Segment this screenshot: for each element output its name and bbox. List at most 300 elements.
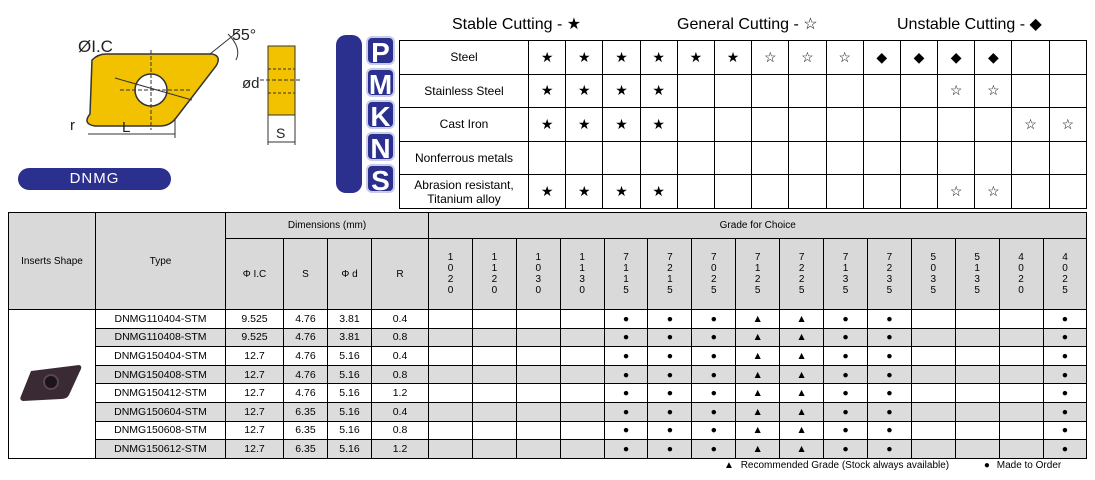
cutting-mark xyxy=(603,141,640,175)
grade-mark xyxy=(560,384,604,403)
grade-digit: 1 xyxy=(667,274,673,285)
grade-mark: ● xyxy=(648,310,692,329)
grade-mark xyxy=(560,347,604,366)
cutting-mark xyxy=(714,108,751,142)
grade-mark: ● xyxy=(692,384,736,403)
cell-r: 0.4 xyxy=(372,310,429,329)
grade-mark xyxy=(472,310,516,329)
grade-mark xyxy=(999,328,1043,347)
cutting-mark: ★ xyxy=(603,74,640,108)
grade-mark: ● xyxy=(648,402,692,421)
grade-digit: 5 xyxy=(886,285,893,296)
grade-digit: 3 xyxy=(930,274,937,285)
grade-digit: 1 xyxy=(579,252,585,263)
cutting-mark xyxy=(863,175,900,209)
cell-d: 5.16 xyxy=(328,347,372,366)
cell-d: 5.16 xyxy=(328,402,372,421)
grade-mark: ● xyxy=(692,310,736,329)
grade-mark xyxy=(472,402,516,421)
cutting-mark: ◆ xyxy=(975,41,1012,75)
grade-mark: ● xyxy=(648,347,692,366)
grade-digit: 1 xyxy=(579,263,585,274)
cell-r: 0.4 xyxy=(372,347,429,366)
legend-made-to-order: Made to Order xyxy=(996,460,1062,471)
cell-d: 5.16 xyxy=(328,384,372,403)
grade-mark xyxy=(955,421,999,440)
grade-mark xyxy=(516,365,560,384)
cutting-mark: ☆ xyxy=(938,74,975,108)
cell-d: 5.16 xyxy=(328,421,372,440)
grade-mark: ● xyxy=(648,365,692,384)
grade-mark xyxy=(999,310,1043,329)
grade-digit: 2 xyxy=(886,263,893,274)
cutting-mark: ★ xyxy=(640,175,677,209)
iso-letter-k: K xyxy=(366,100,395,129)
grade-mark: ● xyxy=(648,384,692,403)
grade-mark xyxy=(911,310,955,329)
cutting-mark xyxy=(640,141,677,175)
grade-mark xyxy=(429,310,473,329)
cell-s: 4.76 xyxy=(284,347,328,366)
grade-mark: ● xyxy=(604,440,648,459)
grade-digit: 1 xyxy=(974,263,980,274)
grade-digit: 5 xyxy=(798,285,805,296)
cutting-mark xyxy=(900,141,937,175)
grade-digit: 1 xyxy=(491,252,498,263)
material-name: Cast Iron xyxy=(400,108,529,142)
grade-mark xyxy=(955,347,999,366)
cutting-mark xyxy=(1012,74,1049,108)
grade-digit: 5 xyxy=(623,285,629,296)
cell-ic: 12.7 xyxy=(226,384,284,403)
grade-mark xyxy=(999,421,1043,440)
grade-mark: ● xyxy=(867,421,911,440)
grade-header xyxy=(824,239,868,310)
d-label: ød xyxy=(242,75,260,92)
cell-s: 4.76 xyxy=(284,384,328,403)
grade-mark: ● xyxy=(1043,310,1087,329)
grade-digit: 7 xyxy=(754,252,761,263)
grade-mark xyxy=(560,365,604,384)
grade-mark: ● xyxy=(1043,384,1087,403)
grade-mark: ▲ xyxy=(780,328,824,347)
grade-mark xyxy=(429,440,473,459)
cutting-mark xyxy=(1012,141,1049,175)
material-name: Nonferrous metals xyxy=(400,141,529,175)
grade-mark xyxy=(911,421,955,440)
cutting-mark: ☆ xyxy=(1049,108,1086,142)
grade-mark xyxy=(911,384,955,403)
cell-type: DNMG150608-STM xyxy=(96,421,226,440)
material-row xyxy=(400,108,1087,142)
cell-ic: 9.525 xyxy=(226,328,284,347)
grade-mark: ● xyxy=(604,365,648,384)
cell-s: 4.76 xyxy=(284,365,328,384)
cutting-mark xyxy=(677,74,714,108)
grade-header xyxy=(604,239,648,310)
cutting-mark xyxy=(826,141,863,175)
cutting-mark: ★ xyxy=(603,108,640,142)
cutting-mark xyxy=(752,141,789,175)
cell-r: 0.8 xyxy=(372,421,429,440)
grade-digit: 1 xyxy=(491,263,498,274)
grade-digit: 0 xyxy=(447,263,454,274)
iso-letter-s: S xyxy=(366,164,395,193)
grade-digit: 2 xyxy=(447,274,454,285)
cutting-mark xyxy=(789,108,826,142)
grade-header xyxy=(1043,239,1087,310)
header-r: R xyxy=(372,239,429,310)
grade-mark xyxy=(999,402,1043,421)
grade-digit: 1 xyxy=(623,263,629,274)
table-row xyxy=(9,347,1087,366)
symbol-legend xyxy=(724,460,1065,471)
cell-type: DNMG150604-STM xyxy=(96,402,226,421)
material-application-table xyxy=(399,40,1087,209)
cell-type: DNMG150412-STM xyxy=(96,384,226,403)
grade-digit: 2 xyxy=(1018,274,1024,285)
cutting-mark xyxy=(752,175,789,209)
cutting-mark: ★ xyxy=(566,175,603,209)
header-grade-for-choice: Grade for Choice xyxy=(429,213,1087,239)
cutting-mark xyxy=(566,141,603,175)
cutting-mark: ★ xyxy=(714,41,751,75)
grade-mark: ● xyxy=(604,347,648,366)
iso-letter-m: M xyxy=(366,68,395,97)
cutting-mark: ★ xyxy=(640,74,677,108)
grade-digit: 0 xyxy=(447,285,454,296)
grade-mark: ● xyxy=(692,328,736,347)
grade-mark xyxy=(429,328,473,347)
iso-letter-n: N xyxy=(366,132,395,161)
grade-mark: ● xyxy=(824,384,868,403)
cell-ic: 12.7 xyxy=(226,347,284,366)
table-row xyxy=(9,365,1087,384)
grade-mark: ▲ xyxy=(780,402,824,421)
cutting-mark: ★ xyxy=(603,175,640,209)
grade-mark: ● xyxy=(824,365,868,384)
grade-mark: ▲ xyxy=(736,421,780,440)
triangle-icon: ▲ xyxy=(724,460,734,471)
cutting-mark xyxy=(1012,175,1049,209)
cutting-mark xyxy=(1012,41,1049,75)
cell-s: 4.76 xyxy=(284,310,328,329)
grade-mark: ● xyxy=(867,365,911,384)
grade-digit: 0 xyxy=(711,263,717,274)
cell-ic: 12.7 xyxy=(226,421,284,440)
grade-mark: ● xyxy=(1043,440,1087,459)
grade-digit: 5 xyxy=(754,285,761,296)
cutting-mark: ★ xyxy=(640,108,677,142)
grade-digit: 3 xyxy=(579,274,585,285)
grade-header xyxy=(692,239,736,310)
grade-mark xyxy=(516,384,560,403)
cutting-mark xyxy=(714,175,751,209)
grade-digit: 7 xyxy=(667,252,673,263)
grade-mark: ▲ xyxy=(780,310,824,329)
dot-icon: ● xyxy=(983,460,990,471)
grade-mark xyxy=(955,310,999,329)
cutting-mark xyxy=(1049,74,1086,108)
grade-mark xyxy=(955,365,999,384)
grade-mark xyxy=(911,328,955,347)
cutting-mark xyxy=(900,108,937,142)
table-row xyxy=(9,384,1087,403)
grade-mark xyxy=(955,402,999,421)
grade-digit: 7 xyxy=(842,252,849,263)
grade-mark xyxy=(999,384,1043,403)
cutting-mark xyxy=(863,141,900,175)
grade-mark xyxy=(472,384,516,403)
cell-ic: 12.7 xyxy=(226,365,284,384)
grade-mark xyxy=(472,421,516,440)
cutting-mark xyxy=(752,108,789,142)
grade-digit: 1 xyxy=(754,263,761,274)
cutting-mark xyxy=(1049,41,1086,75)
cutting-mark: ◆ xyxy=(938,41,975,75)
grade-digit: 1 xyxy=(447,252,454,263)
cell-d: 5.16 xyxy=(328,440,372,459)
table-row xyxy=(9,440,1087,459)
cutting-mark xyxy=(789,175,826,209)
cutting-mark xyxy=(714,141,751,175)
grade-mark: ● xyxy=(1043,402,1087,421)
cutting-mark: ★ xyxy=(529,41,566,75)
grade-mark: ▲ xyxy=(780,440,824,459)
grade-mark: ● xyxy=(692,347,736,366)
cell-type: DNMG110408-STM xyxy=(96,328,226,347)
grade-mark xyxy=(911,440,955,459)
grade-mark: ● xyxy=(692,402,736,421)
grade-digit: 4 xyxy=(1062,252,1068,263)
cutting-mark xyxy=(1049,175,1086,209)
grade-mark: ▲ xyxy=(736,440,780,459)
cutting-mark xyxy=(826,74,863,108)
grade-header xyxy=(780,239,824,310)
grade-mark xyxy=(560,310,604,329)
cutting-mark: ☆ xyxy=(1012,108,1049,142)
grade-mark: ● xyxy=(648,328,692,347)
grade-mark: ● xyxy=(648,421,692,440)
cell-ic: 12.7 xyxy=(226,402,284,421)
grade-mark: ● xyxy=(1043,328,1087,347)
cutting-mark xyxy=(789,141,826,175)
grade-mark xyxy=(560,421,604,440)
table-row xyxy=(9,402,1087,421)
cell-ic: 9.525 xyxy=(226,310,284,329)
r-label: r xyxy=(70,117,75,134)
cutting-mark: ★ xyxy=(603,41,640,75)
grade-digit: 2 xyxy=(754,274,761,285)
grade-digit: 0 xyxy=(491,285,498,296)
grade-digit: 5 xyxy=(1062,285,1068,296)
grade-mark: ▲ xyxy=(780,347,824,366)
grade-mark: ● xyxy=(648,440,692,459)
grade-digit: 0 xyxy=(1018,263,1024,274)
grade-digit: 5 xyxy=(711,285,717,296)
l-label: L xyxy=(122,119,131,136)
grade-mark: ● xyxy=(867,384,911,403)
grade-mark xyxy=(429,384,473,403)
grade-mark xyxy=(911,365,955,384)
grade-mark xyxy=(955,384,999,403)
iso-group-bar xyxy=(336,35,362,193)
cell-ic: 12.7 xyxy=(226,440,284,459)
grade-selection-table xyxy=(8,212,1087,459)
grade-mark xyxy=(999,347,1043,366)
grade-mark: ● xyxy=(867,402,911,421)
grade-mark: ● xyxy=(824,440,868,459)
cutting-mark xyxy=(714,74,751,108)
cutting-mark xyxy=(677,141,714,175)
cutting-mark xyxy=(677,108,714,142)
header-dimensions: Dimensions (mm) xyxy=(226,213,429,239)
grade-digit: 1 xyxy=(535,252,542,263)
grade-mark xyxy=(999,365,1043,384)
grade-mark: ▲ xyxy=(780,384,824,403)
grade-digit: 3 xyxy=(974,274,980,285)
cutting-mark: ◆ xyxy=(863,41,900,75)
cutting-mark xyxy=(938,141,975,175)
grade-mark: ● xyxy=(1043,421,1087,440)
grade-digit: 1 xyxy=(842,263,849,274)
grade-digit: 0 xyxy=(1062,263,1068,274)
legend-recommended: Recommended Grade (Stock always available) xyxy=(740,460,950,471)
s-label: S xyxy=(276,125,286,141)
grade-mark xyxy=(429,421,473,440)
grade-digit: 2 xyxy=(667,263,673,274)
grade-mark: ▲ xyxy=(780,365,824,384)
grade-mark xyxy=(472,440,516,459)
grade-mark: ● xyxy=(604,421,648,440)
grade-digit: 5 xyxy=(930,285,937,296)
material-name: Stainless Steel xyxy=(400,74,529,108)
cell-r: 1.2 xyxy=(372,384,429,403)
unstable-cutting-legend: Unstable Cutting - ◆ xyxy=(897,16,1042,33)
grade-mark: ● xyxy=(604,402,648,421)
grade-digit: 0 xyxy=(1018,285,1024,296)
cell-type: DNMG150404-STM xyxy=(96,347,226,366)
cutting-mark xyxy=(529,141,566,175)
grade-mark xyxy=(955,440,999,459)
grade-digit: 5 xyxy=(842,285,849,296)
cutting-mark xyxy=(1049,141,1086,175)
material-name: Abrasion resistant, Titanium alloy xyxy=(400,175,529,209)
grade-digit: 2 xyxy=(798,263,805,274)
header-inserts-shape: Inserts Shape xyxy=(9,213,96,310)
grade-mark: ▲ xyxy=(736,402,780,421)
grade-digit: 5 xyxy=(930,252,937,263)
cutting-mark: ☆ xyxy=(938,175,975,209)
grade-mark xyxy=(472,328,516,347)
grade-mark: ▲ xyxy=(736,328,780,347)
grade-header xyxy=(472,239,516,310)
material-row xyxy=(400,74,1087,108)
grade-mark: ● xyxy=(824,310,868,329)
grade-mark xyxy=(516,347,560,366)
grade-mark xyxy=(911,347,955,366)
grade-mark xyxy=(472,347,516,366)
grade-mark xyxy=(516,402,560,421)
cell-s: 6.35 xyxy=(284,402,328,421)
grade-mark xyxy=(560,440,604,459)
grade-mark xyxy=(429,347,473,366)
grade-mark: ● xyxy=(604,384,648,403)
grade-digit: 2 xyxy=(798,274,805,285)
insert-photo xyxy=(17,357,87,407)
grade-digit: 0 xyxy=(579,285,585,296)
grade-mark: ● xyxy=(1043,347,1087,366)
cutting-mark: ★ xyxy=(529,108,566,142)
cutting-mark: ★ xyxy=(677,41,714,75)
cutting-mark xyxy=(863,108,900,142)
cutting-mark xyxy=(677,175,714,209)
grade-digit: 3 xyxy=(886,274,893,285)
material-name: Steel xyxy=(400,41,529,75)
cutting-mark: ★ xyxy=(566,74,603,108)
grade-mark: ● xyxy=(824,347,868,366)
grade-mark: ● xyxy=(867,347,911,366)
grade-mark xyxy=(429,365,473,384)
header-d: Φ d xyxy=(328,239,372,310)
grade-header xyxy=(955,239,999,310)
cutting-mark xyxy=(826,175,863,209)
cutting-mark: ☆ xyxy=(752,41,789,75)
grade-digit: 5 xyxy=(974,252,980,263)
cutting-mark: ★ xyxy=(529,175,566,209)
header-s: S xyxy=(284,239,328,310)
grade-digit: 0 xyxy=(930,263,937,274)
grade-digit: 2 xyxy=(711,274,717,285)
grade-digit: 3 xyxy=(842,274,849,285)
header-ic: Φ I.C xyxy=(226,239,284,310)
grade-mark: ● xyxy=(692,421,736,440)
grade-mark: ● xyxy=(824,421,868,440)
grade-digit: 0 xyxy=(535,285,542,296)
cell-d: 5.16 xyxy=(328,365,372,384)
grade-mark xyxy=(999,440,1043,459)
cutting-mark xyxy=(789,74,826,108)
grade-digit: 2 xyxy=(491,274,498,285)
cell-r: 0.4 xyxy=(372,402,429,421)
grade-mark: ▲ xyxy=(736,347,780,366)
cutting-mark xyxy=(863,74,900,108)
cell-s: 6.35 xyxy=(284,440,328,459)
grade-mark: ● xyxy=(1043,365,1087,384)
header-type: Type xyxy=(96,213,226,310)
cell-s: 4.76 xyxy=(284,328,328,347)
grade-header xyxy=(429,239,473,310)
cell-type: DNMG110404-STM xyxy=(96,310,226,329)
insert-photo-cell xyxy=(9,310,96,459)
iso-letter-p: P xyxy=(366,36,395,65)
cutting-mark xyxy=(826,108,863,142)
cell-r: 1.2 xyxy=(372,440,429,459)
cutting-mark xyxy=(752,74,789,108)
cutting-mark xyxy=(900,74,937,108)
grade-mark xyxy=(472,365,516,384)
grade-mark xyxy=(516,421,560,440)
grade-digit: 7 xyxy=(798,252,805,263)
cell-d: 3.81 xyxy=(328,310,372,329)
cell-r: 0.8 xyxy=(372,328,429,347)
general-cutting-legend: General Cutting - ☆ xyxy=(677,16,818,33)
grade-digit: 4 xyxy=(1018,252,1024,263)
cutting-mark: ★ xyxy=(529,74,566,108)
cutting-mark: ★ xyxy=(566,108,603,142)
cell-d: 3.81 xyxy=(328,328,372,347)
grade-header xyxy=(867,239,911,310)
